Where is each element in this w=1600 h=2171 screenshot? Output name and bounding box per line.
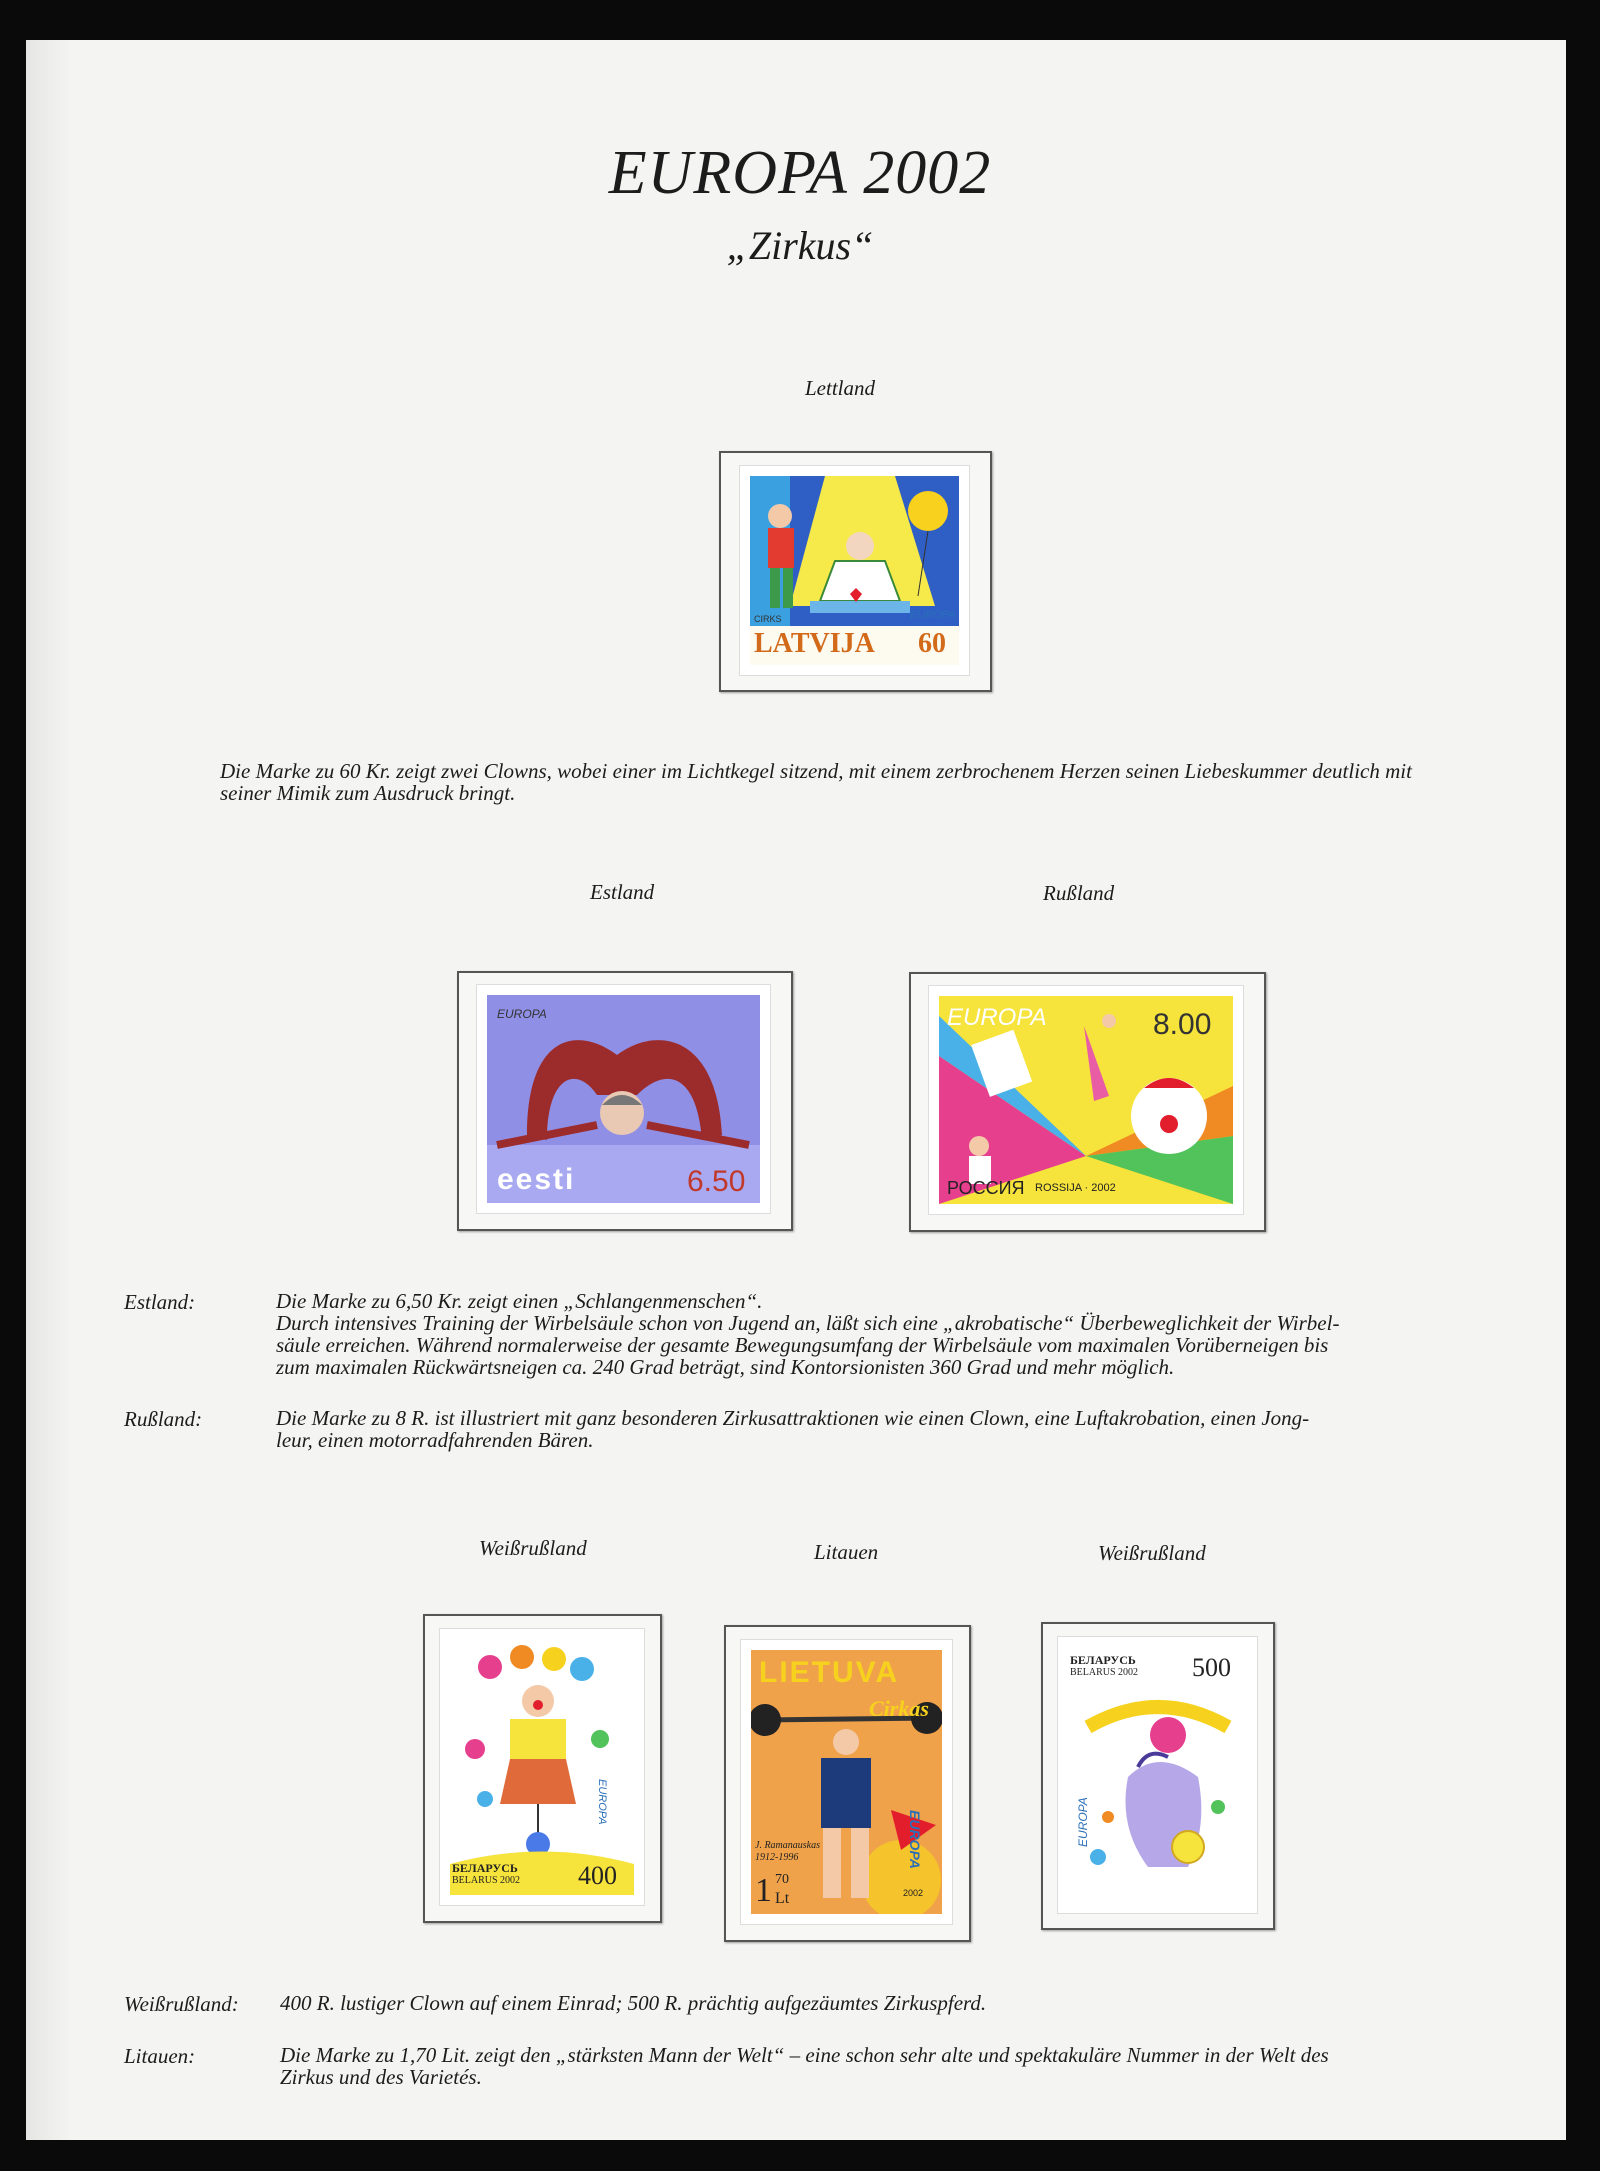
lithuania-country-text: LIETUVA xyxy=(759,1656,900,1689)
note-text-estonia xyxy=(276,1290,1476,1378)
russia-small-text: ROSSIJA · 2002 xyxy=(1035,1182,1116,1194)
stamp-mount-estonia xyxy=(457,971,793,1231)
lithuania-cirkas-text: Cirkas xyxy=(869,1696,929,1721)
belarus1-value-text: 400 xyxy=(578,1861,617,1890)
lithuania-value-text: 1 xyxy=(755,1872,772,1909)
belarus2-europa-text: EUROPA xyxy=(1076,1797,1090,1847)
belarus2-value-text: 500 xyxy=(1192,1653,1231,1682)
belarus1-europa-text: EUROPA xyxy=(596,1779,608,1825)
lithuania-caption-text: J. Ramanauskas xyxy=(755,1840,820,1851)
country-label-latvia: Lettland xyxy=(805,376,876,400)
note-text-lithuania xyxy=(280,2044,1480,2088)
note-line: zum maximalen Rückwärtsneigen ca. 240 Grad beträgt, sind Kontorsionisten 360 Grad und mehr möglich. xyxy=(276,1355,1175,1379)
stamp-latvia[interactable] xyxy=(740,466,969,675)
stamp-mount-belarus-1 xyxy=(423,1614,662,1923)
stamp-mount-belarus-2 xyxy=(1041,1622,1275,1930)
stamp-estonia[interactable] xyxy=(477,985,770,1213)
country-label-estonia: Estland xyxy=(590,880,655,904)
note-line: Die Marke zu 1,70 Lit. zeigt den „stärksten Mann der Welt“ – eine schon sehr alte und spektakuläre Nummer in der Welt des xyxy=(280,2043,1329,2067)
stamp-mount-lithuania xyxy=(724,1625,971,1942)
note-line: Durch intensives Training der Wirbelsäule schon von Jugend an, läßt sich eine „akrobatische“ Überbeweglichkeit der Wirbel- xyxy=(276,1311,1340,1335)
estonia-europa-text: EUROPA xyxy=(497,1007,547,1021)
note-line: leur, einen motorradfahrenden Bären. xyxy=(276,1428,594,1452)
lithuania-europa-text: EUROPA xyxy=(907,1810,923,1869)
belarus2-country-text: БЕЛАРУСЬ xyxy=(1070,1653,1136,1667)
latvia-description: Die Marke zu 60 Kr. zeigt zwei Clowns, wobei einer im Lichtkegel sitzend, mit einem zerbrochenem Herzen seinen Liebeskummer deutlich mit seiner Mimik zum Ausdruck bringt. xyxy=(220,759,1412,805)
lithuania-value-sup-text: 70 xyxy=(775,1872,789,1887)
note-label-lithuania: Litauen: xyxy=(124,2044,196,2068)
note-label-belarus: Weißrußland: xyxy=(124,1992,239,2016)
stamp-mount-russia xyxy=(909,972,1266,1232)
note-line: 400 R. lustiger Clown auf einem Einrad; 500 R. prächtig aufgezäumtes Zirkuspferd. xyxy=(280,1991,987,2015)
note-label-estonia: Estland: xyxy=(124,1290,196,1314)
latvia-country-text: LATVIJA xyxy=(754,628,875,659)
belarus1-latin-text: BELARUS 2002 xyxy=(452,1875,521,1886)
belarus2-latin-text: BELARUS 2002 xyxy=(1070,1667,1139,1678)
stamp-mount-latvia xyxy=(719,451,992,692)
russia-europa-text: EUROPA xyxy=(947,1004,1047,1031)
page-title: EUROPA 2002 xyxy=(608,139,992,207)
estonia-value-text: 6.50 xyxy=(687,1165,746,1198)
page-subtitle: „Zirkus“ xyxy=(726,223,874,268)
latvia-europa-text: EUROPA xyxy=(910,609,956,621)
note-text-belarus xyxy=(280,1992,1480,2014)
belarus-horse-art xyxy=(1068,1647,1247,1903)
lithuania-unit-text: Lt xyxy=(775,1890,790,1907)
note-line: Die Marke zu 8 R. ist illustriert mit ganz besonderen Zirkusattraktionen wie einen Clown, eine Luftakrobation, einen Jong- xyxy=(276,1406,1310,1430)
country-label-belarus-1: Weißrußland xyxy=(479,1536,587,1560)
note-line: säule erreichen. Während normalerweise der gesamte Bewegungsumfang der Wirbelsäule vom maximalen Vorüberneigen bis xyxy=(276,1333,1329,1357)
note-label-russia: Rußland: xyxy=(124,1407,203,1431)
stamp-lithuania[interactable] xyxy=(741,1640,952,1924)
russia-value-text: 8.00 xyxy=(1153,1008,1212,1041)
russia-country-text: РОССИЯ xyxy=(947,1178,1025,1198)
latvia-small-text: CIRKS xyxy=(754,614,782,624)
note-line: Die Marke zu 6,50 Kr. zeigt einen „Schlangenmenschen“. xyxy=(276,1289,763,1313)
country-label-russia: Rußland xyxy=(1043,881,1115,905)
page-shadow xyxy=(26,40,72,2140)
stamp-belarus-500[interactable] xyxy=(1058,1637,1257,1913)
note-line: Zirkus und des Varietés. xyxy=(280,2065,482,2089)
lithuania-years-text: 1912-1996 xyxy=(755,1852,799,1863)
stamp-russia[interactable] xyxy=(929,986,1243,1214)
lithuania-year-text: 2002 xyxy=(903,1888,924,1898)
estonia-country-text: eesti xyxy=(497,1163,576,1196)
country-label-belarus-2: Weißrußland xyxy=(1098,1541,1206,1565)
belarus-clown-art xyxy=(450,1639,634,1895)
belarus1-country-text: БЕЛАРУСЬ xyxy=(452,1861,518,1875)
country-label-lithuania: Litauen xyxy=(814,1540,879,1564)
note-text-russia xyxy=(276,1407,1476,1451)
latvia-value-text: 60 xyxy=(918,628,946,659)
stamp-belarus-400[interactable] xyxy=(440,1629,644,1905)
